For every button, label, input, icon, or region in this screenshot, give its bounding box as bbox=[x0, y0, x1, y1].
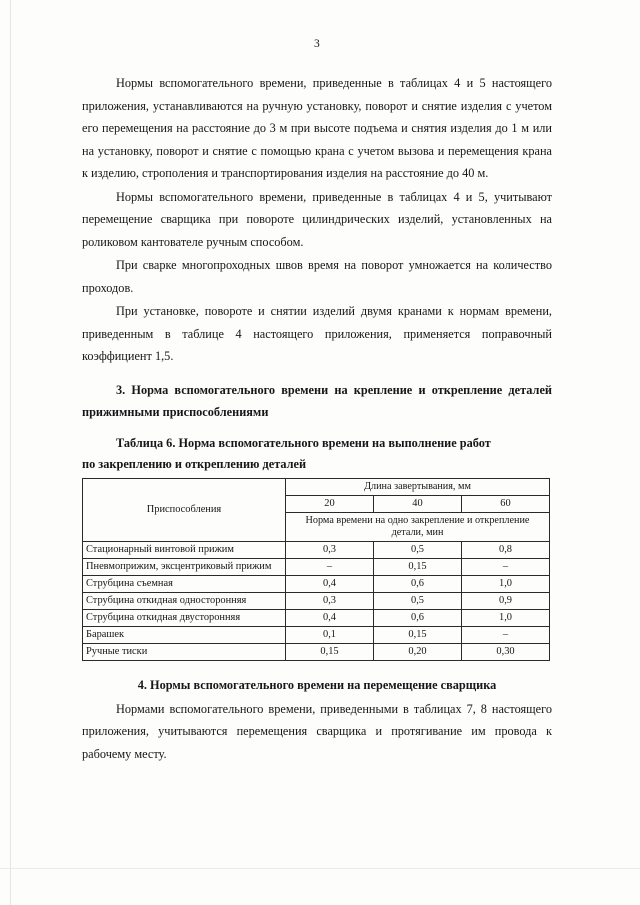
table-cell-value: 0,15 bbox=[286, 643, 374, 660]
table-cell-device: Пневмоприжим, эксцентриковый прижим bbox=[83, 558, 286, 575]
table-header-len-40: 40 bbox=[374, 495, 462, 512]
table-header-row-1 bbox=[83, 478, 550, 495]
paragraph-4: При установке, повороте и снятии изделий двумя кранами к нормам времени, приведенным в таблице 4 настоящего приложения, применяется поправочный коэффициент 1,5. bbox=[82, 304, 552, 363]
scan-edge-left bbox=[10, 0, 11, 905]
table-row bbox=[83, 626, 550, 643]
table-header-group: Длина завертывания, мм bbox=[286, 478, 550, 495]
table-row bbox=[83, 558, 550, 575]
table-6-caption-line2: по закреплению и откреплению деталей bbox=[82, 456, 307, 471]
table-header-len-60: 60 bbox=[462, 495, 550, 512]
paragraph-2: Нормы вспомогательного времени, приведенные в таблицах 4 и 5, учитывают перемещение сварщика при повороте цилиндрических изделий, установленных на роликовом кантователе ручным способом. bbox=[82, 189, 552, 249]
table-cell-device: Ручные тиски bbox=[83, 643, 286, 660]
table-row bbox=[83, 592, 550, 609]
section-3-heading: 3. Норма вспомогательного времени на крепление и открепление деталей прижимными приспособлениями bbox=[82, 382, 552, 419]
paragraph-3: При сварке многопроходных швов время на поворот умножается на количество проходов. bbox=[82, 258, 552, 295]
table-cell-value: 0,1 bbox=[286, 626, 374, 643]
table-cell-device: Струбцина съемная bbox=[83, 575, 286, 592]
table-cell-value: 0,9 bbox=[462, 592, 550, 609]
section-4-heading: 4. Нормы вспомогательного времени на перемещение сварщика bbox=[137, 677, 497, 692]
paragraph-1: Нормы вспомогательного времени, приведенные в таблицах 4 и 5 настоящего приложения, устанавливаются на ручную установку, поворот и снятие изделия с учетом его перемещения на расстояние до 3 м при высоте подъема и снятия изделия до 1 м или на установку, поворот и снятие с помощью крана с учетом вызова и перемещения крана к изделию, строполения и транспортирования изделия на расстояние до 40 м. bbox=[82, 76, 552, 180]
page-number: 3 bbox=[314, 38, 320, 50]
table-row bbox=[83, 575, 550, 592]
table-cell-value: 0,3 bbox=[286, 592, 374, 609]
table-header-device: Приспособления bbox=[83, 478, 286, 541]
table-cell-value: 0,15 bbox=[374, 558, 462, 575]
table-6-caption-line1: Таблица 6. Норма вспомогательного времени на выполнение работ bbox=[116, 435, 491, 450]
table-6-caption bbox=[82, 433, 552, 475]
table-row bbox=[83, 609, 550, 626]
table-cell-device: Струбцина откидная односторонняя bbox=[83, 592, 286, 609]
table-cell-value: 0,6 bbox=[374, 575, 462, 592]
table-cell-value: 0,4 bbox=[286, 609, 374, 626]
table-cell-value: 0,15 bbox=[374, 626, 462, 643]
table-header-len-20: 20 bbox=[286, 495, 374, 512]
table-cell-value: 0,5 bbox=[374, 541, 462, 558]
scan-edge-bottom bbox=[0, 868, 640, 869]
table-cell-value: 0,6 bbox=[374, 609, 462, 626]
table-cell-value: 0,20 bbox=[374, 643, 462, 660]
table-cell-value: 0,8 bbox=[462, 541, 550, 558]
table-cell-device: Барашек bbox=[83, 626, 286, 643]
table-cell-value: 0,30 bbox=[462, 643, 550, 660]
table-cell-device: Струбцина откидная двусторонняя bbox=[83, 609, 286, 626]
table-cell-value: – bbox=[462, 626, 550, 643]
table-cell-value: 0,5 bbox=[374, 592, 462, 609]
table-row bbox=[83, 643, 550, 660]
section-4-paragraph: Нормами вспомогательного времени, приведенными в таблицах 7, 8 настоящего приложения, учитываются перемещения сварщика и протягивание им провода к рабочему месту. bbox=[82, 701, 552, 761]
table-cell-value: 1,0 bbox=[462, 575, 550, 592]
table-cell-value: 0,4 bbox=[286, 575, 374, 592]
table-cell-value: – bbox=[462, 558, 550, 575]
page-content bbox=[82, 38, 552, 766]
table-cell-value: 0,3 bbox=[286, 541, 374, 558]
table-cell-device: Стационарный винтовой прижим bbox=[83, 541, 286, 558]
table-header-note: Норма времени на одно закрепление и открепление детали, мин bbox=[286, 512, 550, 541]
table-row bbox=[83, 541, 550, 558]
table-cell-value: – bbox=[286, 558, 374, 575]
table-cell-value: 1,0 bbox=[462, 609, 550, 626]
table-6 bbox=[82, 478, 550, 661]
